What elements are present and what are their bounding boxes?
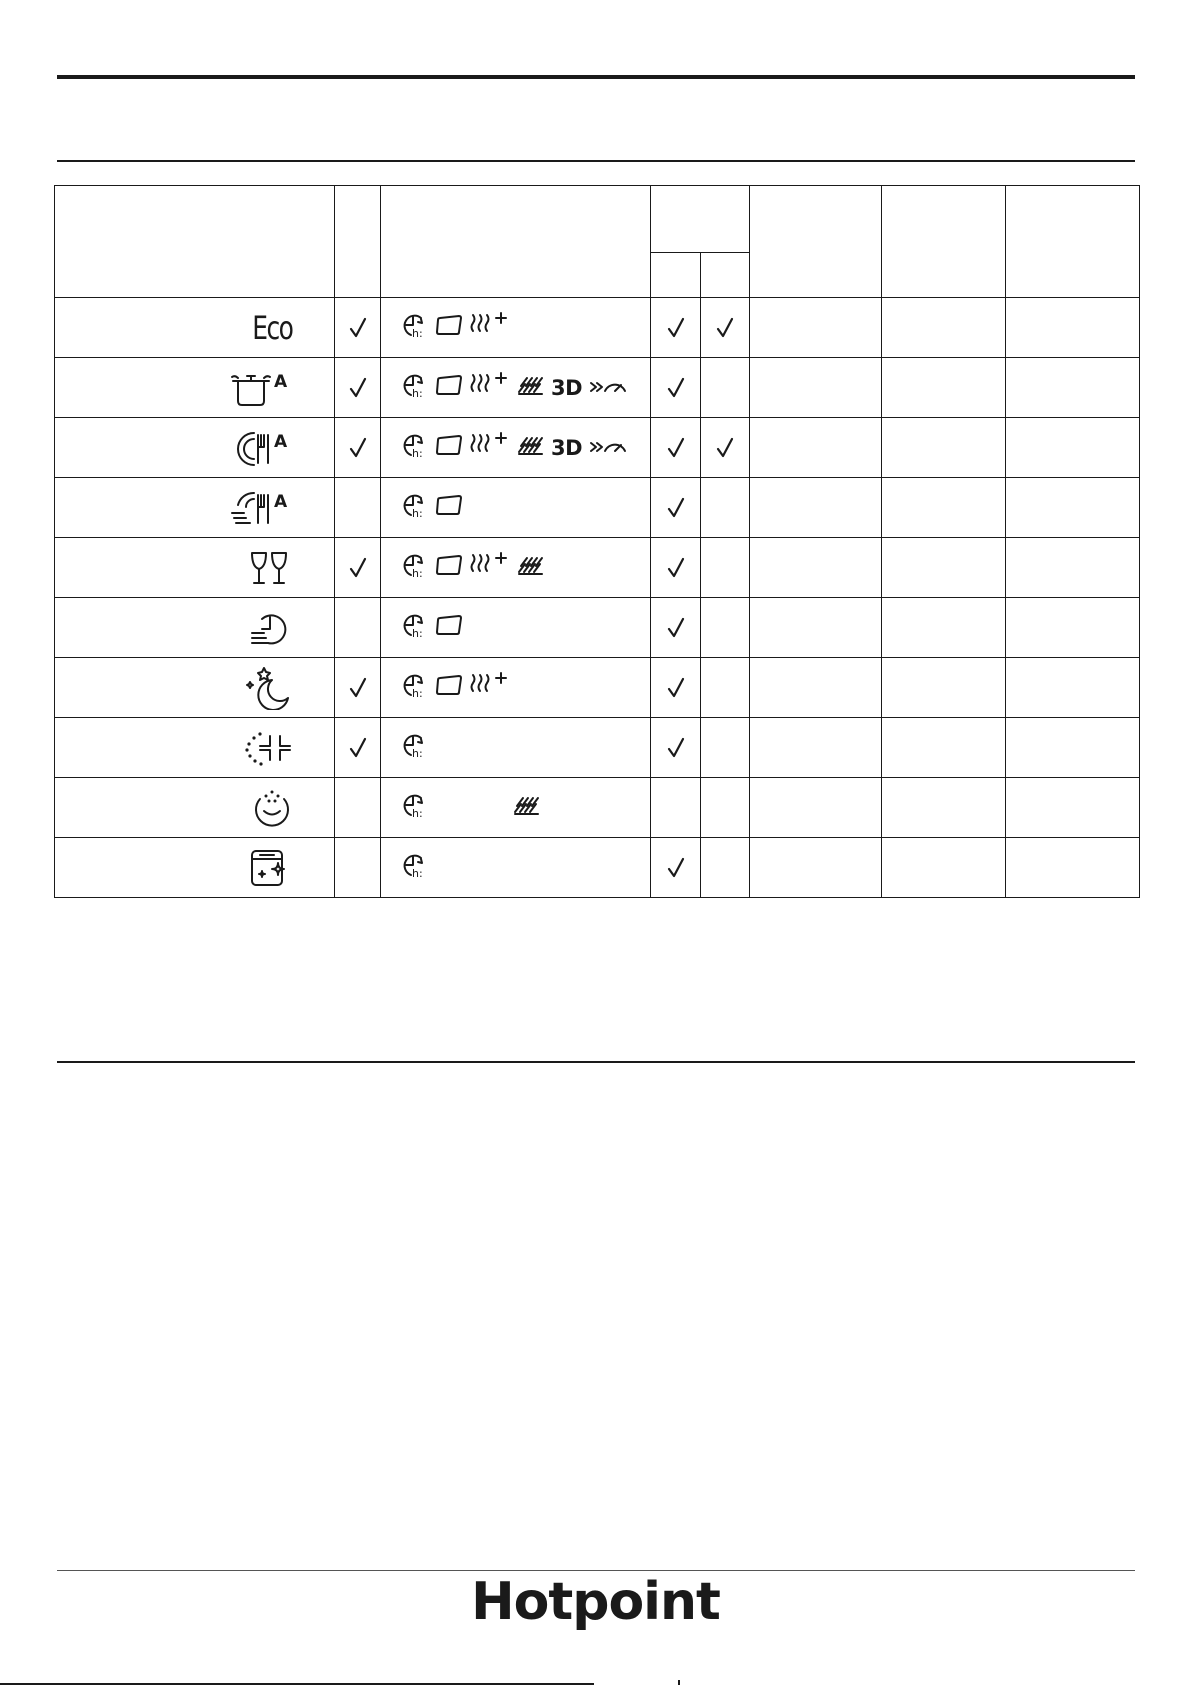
col8-cell xyxy=(1006,298,1140,358)
check-icon xyxy=(666,319,686,336)
delay-start-icon xyxy=(399,430,429,465)
check-a-cell xyxy=(651,658,701,718)
program-cell xyxy=(55,598,335,658)
program-cell xyxy=(55,298,335,358)
table-row xyxy=(55,478,1140,538)
options-cell xyxy=(381,478,651,538)
col6-cell xyxy=(750,718,882,778)
col2-check-cell xyxy=(335,598,381,658)
half-load-icon xyxy=(511,792,541,823)
col6-cell xyxy=(750,358,882,418)
pot-auto-icon xyxy=(228,371,292,396)
lower-rule xyxy=(57,1061,1135,1063)
table-row xyxy=(55,838,1140,898)
col7-cell xyxy=(882,838,1006,898)
col6-cell xyxy=(750,418,882,478)
svg-text:h:: h: xyxy=(412,387,423,400)
eco-icon: Eco xyxy=(251,308,292,347)
header-col7 xyxy=(882,186,1006,298)
delay-start-icon xyxy=(399,310,429,345)
check-icon xyxy=(666,559,686,576)
options-cell xyxy=(381,538,651,598)
col8-cell xyxy=(1006,778,1140,838)
options-cell xyxy=(381,718,651,778)
table-row xyxy=(55,538,1140,598)
col8-cell xyxy=(1006,658,1140,718)
check-b-cell xyxy=(701,778,750,838)
col8-cell xyxy=(1006,418,1140,478)
check-icon xyxy=(348,679,368,696)
svg-text:h:: h: xyxy=(412,447,423,460)
check-icon xyxy=(666,379,686,396)
col7-cell xyxy=(882,358,1006,418)
bottom-tick xyxy=(678,1680,680,1685)
options-cell xyxy=(381,298,651,358)
col7-cell xyxy=(882,658,1006,718)
col8-cell xyxy=(1006,358,1140,418)
col6-cell xyxy=(750,658,882,718)
check-icon xyxy=(715,319,735,336)
check-icon xyxy=(348,439,368,456)
col2-check-cell xyxy=(335,838,381,898)
check-icon xyxy=(666,739,686,756)
check-icon xyxy=(666,439,686,456)
check-a-cell xyxy=(651,718,701,778)
header-col2 xyxy=(335,186,381,298)
col2-check-cell xyxy=(335,358,381,418)
tablet-icon xyxy=(435,433,463,462)
check-icon xyxy=(715,439,735,456)
svg-text:A: A xyxy=(274,371,288,392)
header-col6 xyxy=(750,186,882,298)
table-row xyxy=(55,358,1140,418)
header-options xyxy=(381,186,651,298)
tablet-icon xyxy=(435,553,463,582)
extra-dry-icon xyxy=(469,371,509,404)
table-row xyxy=(55,718,1140,778)
col7-cell xyxy=(882,538,1006,598)
quick-wash-icon xyxy=(248,619,292,636)
table-row xyxy=(55,658,1140,718)
tablet-icon xyxy=(435,313,463,342)
section-rule xyxy=(57,160,1135,162)
delay-start-icon xyxy=(399,850,429,885)
table-row xyxy=(55,298,1140,358)
program-cell xyxy=(55,658,335,718)
col7-cell xyxy=(882,298,1006,358)
check-b-cell xyxy=(701,418,750,478)
options-cell xyxy=(381,778,651,838)
delay-start-icon xyxy=(399,370,429,405)
col8-cell xyxy=(1006,598,1140,658)
program-table xyxy=(54,185,1140,898)
svg-text:h:: h: xyxy=(412,747,423,760)
check-icon xyxy=(348,379,368,396)
extra-dry-icon xyxy=(469,431,509,464)
col7-cell xyxy=(882,418,1006,478)
check-b-cell xyxy=(701,598,750,658)
svg-text:h:: h: xyxy=(412,687,423,700)
hygiene-icon xyxy=(252,799,292,816)
check-a-cell xyxy=(651,298,701,358)
check-b-cell xyxy=(701,718,750,778)
options-cell xyxy=(381,358,651,418)
turbo-icon xyxy=(588,373,628,402)
footer-rule xyxy=(57,1570,1135,1571)
check-b-cell xyxy=(701,298,750,358)
tablet-icon xyxy=(435,373,463,402)
svg-text:A: A xyxy=(274,491,288,512)
check-b-cell xyxy=(701,358,750,418)
check-b-cell xyxy=(701,538,750,598)
options-cell xyxy=(381,598,651,658)
col2-check-cell xyxy=(335,418,381,478)
col7-cell xyxy=(882,778,1006,838)
tablet-icon xyxy=(435,493,463,522)
options-cell xyxy=(381,658,651,718)
check-b-cell xyxy=(701,478,750,538)
check-a-cell xyxy=(651,418,701,478)
header-sub-b xyxy=(701,253,750,298)
svg-text:h:: h: xyxy=(412,807,423,820)
header-group xyxy=(651,186,750,253)
table-row xyxy=(55,598,1140,658)
svg-text:h:: h: xyxy=(412,507,423,520)
wine-glasses-icon xyxy=(248,559,292,576)
extra-dry-icon xyxy=(469,671,509,704)
delay-start-icon xyxy=(399,790,429,825)
check-b-cell xyxy=(701,658,750,718)
program-cell xyxy=(55,718,335,778)
table-row xyxy=(55,418,1140,478)
col8-cell xyxy=(1006,718,1140,778)
half-load-icon xyxy=(515,372,545,403)
header-sub-a xyxy=(651,253,701,298)
plate-cutlery-auto-icon xyxy=(228,431,292,456)
check-a-cell xyxy=(651,358,701,418)
col2-check-cell xyxy=(335,298,381,358)
prewash-icon xyxy=(244,739,292,756)
program-cell xyxy=(55,358,335,418)
check-icon xyxy=(666,619,686,636)
extra-dry-icon xyxy=(469,551,509,584)
header-rule xyxy=(57,75,1135,79)
quick-plate-cutlery-auto-icon xyxy=(226,491,292,516)
col7-cell xyxy=(882,478,1006,538)
col2-check-cell xyxy=(335,778,381,838)
tablet-icon xyxy=(435,613,463,642)
col6-cell xyxy=(750,778,882,838)
col6-cell xyxy=(750,598,882,658)
3d-zone-icon: 3D xyxy=(551,435,583,460)
check-icon xyxy=(348,559,368,576)
col8-cell xyxy=(1006,838,1140,898)
check-a-cell xyxy=(651,538,701,598)
check-a-cell xyxy=(651,778,701,838)
col7-cell xyxy=(882,718,1006,778)
col2-check-cell xyxy=(335,658,381,718)
check-icon xyxy=(666,859,686,876)
col2-check-cell xyxy=(335,538,381,598)
program-cell xyxy=(55,418,335,478)
half-load-icon xyxy=(515,552,545,583)
check-a-cell xyxy=(651,838,701,898)
svg-text:h:: h: xyxy=(412,627,423,640)
check-b-cell xyxy=(701,838,750,898)
program-cell xyxy=(55,778,335,838)
night-icon xyxy=(244,679,292,696)
table-row xyxy=(55,778,1140,838)
header-col8 xyxy=(1006,186,1140,298)
check-a-cell xyxy=(651,478,701,538)
delay-start-icon xyxy=(399,730,429,765)
header-program xyxy=(55,186,335,298)
extra-dry-icon xyxy=(469,311,509,344)
svg-text:A: A xyxy=(274,431,288,452)
svg-text:h:: h: xyxy=(412,567,423,580)
3d-zone-icon: 3D xyxy=(551,375,583,400)
check-icon xyxy=(666,499,686,516)
program-cell xyxy=(55,538,335,598)
check-a-cell xyxy=(651,598,701,658)
options-cell xyxy=(381,418,651,478)
self-clean-icon xyxy=(248,859,292,876)
delay-start-icon xyxy=(399,610,429,645)
tablet-icon xyxy=(435,673,463,702)
program-cell xyxy=(55,478,335,538)
col7-cell xyxy=(882,598,1006,658)
col6-cell xyxy=(750,838,882,898)
col6-cell xyxy=(750,538,882,598)
delay-start-icon xyxy=(399,490,429,525)
col2-check-cell xyxy=(335,718,381,778)
check-icon xyxy=(348,319,368,336)
check-icon xyxy=(348,739,368,756)
svg-text:h:: h: xyxy=(412,327,423,340)
col2-check-cell xyxy=(335,478,381,538)
col6-cell xyxy=(750,298,882,358)
col6-cell xyxy=(750,478,882,538)
brand-logo: Hotpoint xyxy=(471,1572,720,1632)
col8-cell xyxy=(1006,538,1140,598)
col8-cell xyxy=(1006,478,1140,538)
options-cell xyxy=(381,838,651,898)
program-cell xyxy=(55,838,335,898)
half-load-icon xyxy=(515,432,545,463)
svg-text:h:: h: xyxy=(412,867,423,880)
turbo-icon xyxy=(588,433,628,462)
delay-start-icon xyxy=(399,670,429,705)
check-icon xyxy=(666,679,686,696)
delay-start-icon xyxy=(399,550,429,585)
